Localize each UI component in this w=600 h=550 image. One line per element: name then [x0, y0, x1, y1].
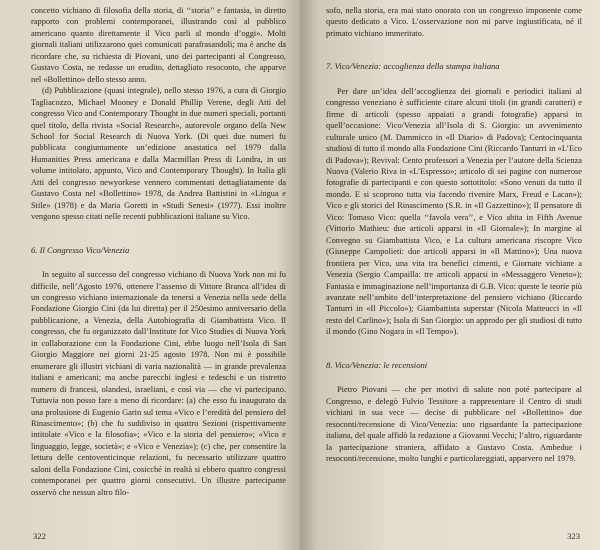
- paragraph-d: (d) Pubblicazione (quasi integrale), nello stesso 1976, a cura di Giorgio Tagliacozzo, Michael Mooney e Donald Phillip Verene, degli Atti del congresso Vico and Contemporary Thought in due numeri speciali, portanti quel titolo, della rivista «Social Research», autorevole organo della New School for Social Research di Nuova York. (Di quei due numeri fu pubblicata congiuntamente un’edizione anastatica nel 1979 dalla Humanities Press americana e dalla Macmillan Press di Londra, in un volume intitolato, appunto, Vico and Contemporary Thought). In Italia gli Atti del congresso newyorkese vennero commentati dettagliatamente da Gustavo Costa nel «Bollettino» 1978, da Andrea Battistini in «Lingua e Stile» (1978) e da Maria Goretti in «Studi Senesi» (1977). Essi inoltre vengono spesso citati nelle recenti pubblicazioni italiane su Vico.: [31, 86, 286, 222]
- right-page: [300, 0, 600, 550]
- section-6-heading: 6. Il Congresso Vico/Venezia: [31, 244, 130, 255]
- page-number-left: 322: [33, 531, 46, 541]
- left-intro-paragraph: concetto vichiano di filosofia della storia, di ‘‘storia’’ e fantasia, in diretto rapporto con problemi contemporanei, illustrando così al pubblico americano quanto direttamente il Vico parli al mondo d’oggi». Molti giornali italiani utilizzarono quei comunicati parafrasandoli; ma è anche da ricordare che, su richiesta di Piovani, uno dei partecipanti al Congresso, Gustavo Costa, ne redasse un erudito, dettagliato resoconto, che apparve nel «Bollettino» dello stesso anno.: [31, 6, 286, 84]
- page-number-right: 323: [567, 531, 580, 541]
- section-8-paragraph: Pietro Piovani — che per motivi di salute non poté partecipare al Congresso, e delegò Fulvio Tessitore a rappresentare il Centro di studi vichiani in sua vece — decise di pubblicare nel «Bollettino» due resoconti/recensione di Vico/Venezia: uno riguardante la partecipazione italiana, del quale affidò la redazione a Giovanni Vecchi; l’altro, riguardante la partecipazione straniera, affidato a Gustavo Costa. Ambedue i resoconti/recensione, molto lunghi e particolareggiati, apparvero nel 1979.: [326, 385, 582, 463]
- section-7-paragraph: Per dare un’idea dell’accoglienza dei giornali e periodici italiani al congresso veneziano è sufficiente citare alcuni titoli (in grandi caratteri) e firme di articoli (spesso appaiati a grandi fotografie) apparsi in quell’occasione: Vico/Venezia all’Isola di S. Giorgio: un avvenimento culturale unico (M. Dammicco in «Il Diario» di Padova); Centocinquanta studiosi di tutto il mondo alla Fondazione Cini (Riccardo Tanturri in «L’Eco di Padova»); Revival: Cento professori a Venezia per l’autore della Scienza Nuova (Valerio Riva in «L’Espresso»; articolo di sei pagine con numerose fotografie di partecipanti e con questo sottotitolo: «Sono venuti da tutto il mondo. E si scoprono tutta via facendo rivenire Marx, Freud e Lacan»); Vico e gli storici del Rinascimento (S.R. in «Il Gazzettino»); Il pensatore di Vico: Tomaso Vico: quella ‘‘favola vera’’, e Vico abita in Fifth Avenue (Vittorio Mathieu: due articoli apparsi in «Il Giornale»); In margine al Convegno su Giambattista Vico, e La cultura americana riscopre Vico (Giuseppe Campolieti: due articoli apparsi in «Il Mattino»); Una nuova frontiera per Vico, una vita tra benefici cimenti, e Giornate vichiane a Venezia (Sergio Campailla: tre articoli apparsi in «Messaggero Veneto»); Fantasia e immaginazione nell’importanza di G.B. Vico: queste le teorie più avanzate nell’ambito dell’interpretazione del pensiero vichiano (Riccardo Tanturri in «Il Piccolo»); Giambattista superstar (Nicola Matteucci in «Il resto del Carlino»); Isola di San Giorgio: un approdo per gli studiosi di tutto il mondo (Gino Nogara in «Il Tempo»).: [326, 86, 582, 337]
- section-8-heading: 8. Vico/Venezia: le recensioni: [326, 359, 428, 370]
- right-intro-paragraph: sofo, nella storia, era mai stato onorato con un congresso imponente come questo dedicato a Vico. L’osservazione non mi parve ingiustificata, né il primato vichiano immeritato.: [326, 6, 582, 38]
- section-6-paragraph: In seguito al successo del congresso vichiano di Nuova York non mi fu difficile, nell’Agosto 1976, ottenere l’assenso di Vittore Branca all’idea di un congresso vichiano internazionale da tenersi a Venezia nella sede della Fondazione Giorgio Cini (da lui diretta) per il 250esimo anniversario della pubblicazione, a Venezia, della Autobiografia di Giambattista Vico. Il congresso, che fu organizzato dall’Institute for Vico Studies di Nuova York in collaborazione con la Fondazione Cini, ebbe luogo nell’Isola di San Giorgio Maggiore nei giorni 21-25 agosto 1978. Non mi è possibile enumerare gli illustri vichiani di varia nazionalità — in grande prevalenza italiani e americani; ma anche parecchi inglesi e tedeschi e un ristretto numero di francesi, olandesi, israeliani, e così via — che vi partecipano. Tuttavia non posso fare a meno di ricordare: (a) che esso fu inaugurato da una prolusione di Eugenio Garin sul tema «Vico e l’eredità del pensiero del Rinascimento»; (b) che fu suddiviso in quattro Sezioni (rispettivamente intitolate «Vico e la filosofia»; «Vico e la storia del pensiero»; «Vico e linguaggio, legge, società»; e «Vico e Venezia»); (c) che, per consentire la lettura delle centoventicinque relazioni, fu necessario utilizzare quattro saloni della Fondazione Cini, cosicché in realtà si ebbero quattro congressi contemporanei per quattro giorni consecutivi. Un illustre partecipante osservò che nessun altro filo-: [31, 270, 286, 497]
- section-7-heading: 7. Vico/Venezia: accoglienza della stampa italiana: [326, 61, 500, 72]
